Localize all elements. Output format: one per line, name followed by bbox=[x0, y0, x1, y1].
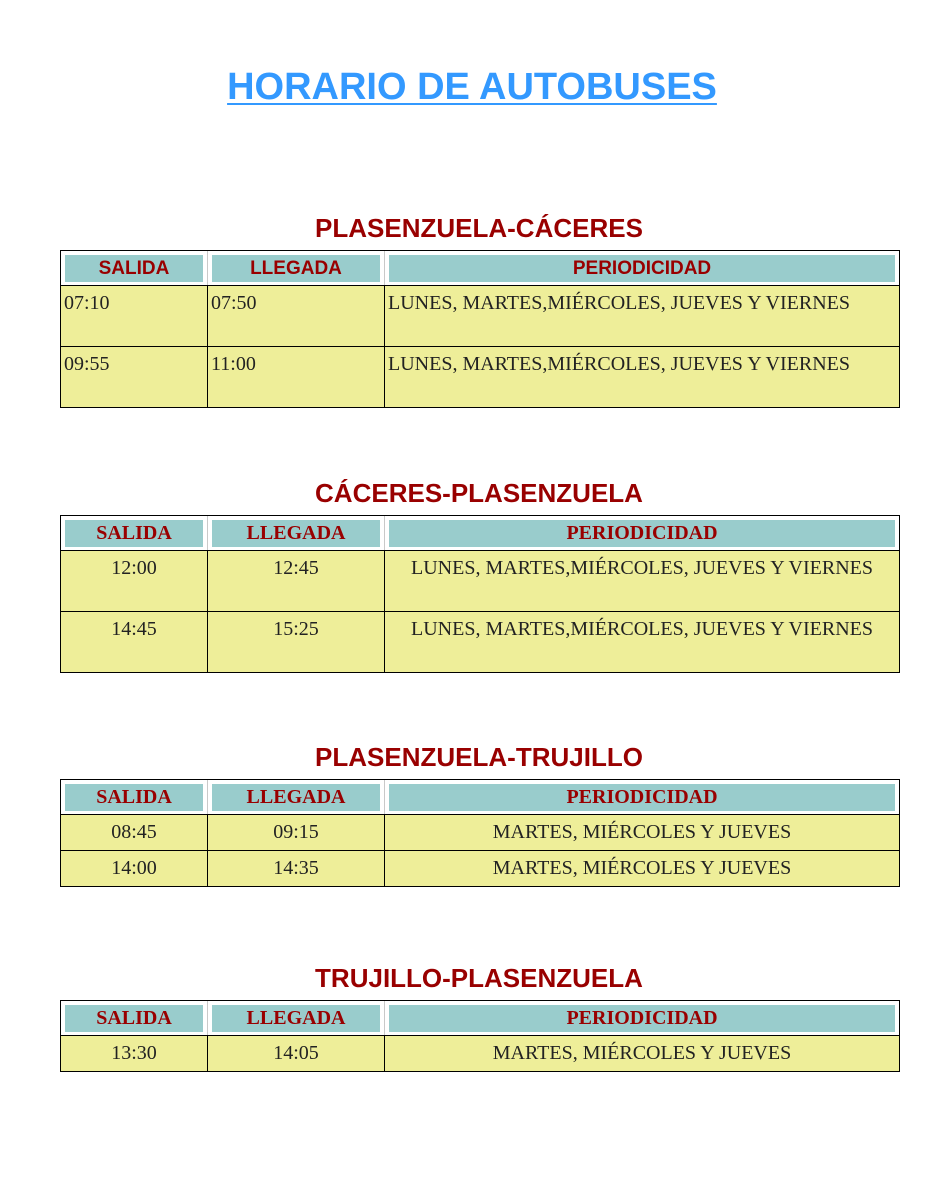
header-row bbox=[61, 1001, 899, 1035]
cell-llegada: 12:45 bbox=[208, 550, 385, 611]
header-salida: SALIDA bbox=[61, 251, 208, 285]
route-section-plasenzuela-caceres bbox=[60, 212, 898, 408]
header-periodicidad: PERIODICIDAD bbox=[385, 1001, 899, 1035]
header-periodicidad: PERIODICIDAD bbox=[385, 780, 899, 814]
cell-llegada: 09:15 bbox=[208, 814, 385, 850]
cell-llegada: 11:00 bbox=[208, 346, 385, 407]
header-llegada: LLEGADA bbox=[208, 251, 385, 285]
header-row bbox=[61, 516, 899, 550]
cell-periodicidad: LUNES, MARTES,MIÉRCOLES, JUEVES Y VIERNES bbox=[385, 550, 899, 611]
route-section-trujillo-plasenzuela bbox=[60, 962, 898, 1072]
header-periodicidad: PERIODICIDAD bbox=[385, 251, 899, 285]
header-llegada: LLEGADA bbox=[208, 780, 385, 814]
route-title: PLASENZUELA-TRUJILLO bbox=[315, 742, 643, 772]
table-row bbox=[61, 346, 899, 407]
cell-salida: 14:45 bbox=[61, 611, 208, 672]
cell-periodicidad: LUNES, MARTES,MIÉRCOLES, JUEVES Y VIERNES bbox=[385, 611, 899, 672]
cell-periodicidad: MARTES, MIÉRCOLES Y JUEVES bbox=[385, 1035, 899, 1071]
cell-periodicidad: MARTES, MIÉRCOLES Y JUEVES bbox=[385, 814, 899, 850]
schedule-table bbox=[60, 1000, 900, 1072]
route-section-caceres-plasenzuela bbox=[60, 477, 898, 673]
table-row bbox=[61, 814, 899, 850]
header-llegada: LLEGADA bbox=[208, 516, 385, 550]
cell-salida: 13:30 bbox=[61, 1035, 208, 1071]
schedule-table bbox=[60, 779, 900, 887]
table-row bbox=[61, 850, 899, 886]
cell-llegada: 07:50 bbox=[208, 285, 385, 346]
page-title: HORARIO DE AUTOBUSES bbox=[227, 66, 717, 108]
cell-salida: 14:00 bbox=[61, 850, 208, 886]
cell-llegada: 14:05 bbox=[208, 1035, 385, 1071]
cell-salida: 07:10 bbox=[61, 285, 208, 346]
table-row bbox=[61, 550, 899, 611]
header-llegada: LLEGADA bbox=[208, 1001, 385, 1035]
cell-periodicidad: LUNES, MARTES,MIÉRCOLES, JUEVES Y VIERNES bbox=[385, 346, 899, 407]
table-row bbox=[61, 285, 899, 346]
header-salida: SALIDA bbox=[61, 780, 208, 814]
cell-salida: 12:00 bbox=[61, 550, 208, 611]
route-title: TRUJILLO-PLASENZUELA bbox=[315, 963, 643, 993]
schedule-table bbox=[60, 250, 900, 408]
table-row bbox=[61, 611, 899, 672]
header-row bbox=[61, 780, 899, 814]
cell-periodicidad: LUNES, MARTES,MIÉRCOLES, JUEVES Y VIERNES bbox=[385, 285, 899, 346]
route-section-plasenzuela-trujillo bbox=[60, 741, 898, 887]
route-title: CÁCERES-PLASENZUELA bbox=[315, 478, 643, 508]
cell-salida: 08:45 bbox=[61, 814, 208, 850]
header-salida: SALIDA bbox=[61, 1001, 208, 1035]
table-row bbox=[61, 1035, 899, 1071]
cell-llegada: 15:25 bbox=[208, 611, 385, 672]
header-salida: SALIDA bbox=[61, 516, 208, 550]
header-periodicidad: PERIODICIDAD bbox=[385, 516, 899, 550]
cell-periodicidad: MARTES, MIÉRCOLES Y JUEVES bbox=[385, 850, 899, 886]
route-title: PLASENZUELA-CÁCERES bbox=[315, 213, 643, 243]
header-row bbox=[61, 251, 899, 285]
cell-salida: 09:55 bbox=[61, 346, 208, 407]
cell-llegada: 14:35 bbox=[208, 850, 385, 886]
schedule-table bbox=[60, 515, 900, 673]
